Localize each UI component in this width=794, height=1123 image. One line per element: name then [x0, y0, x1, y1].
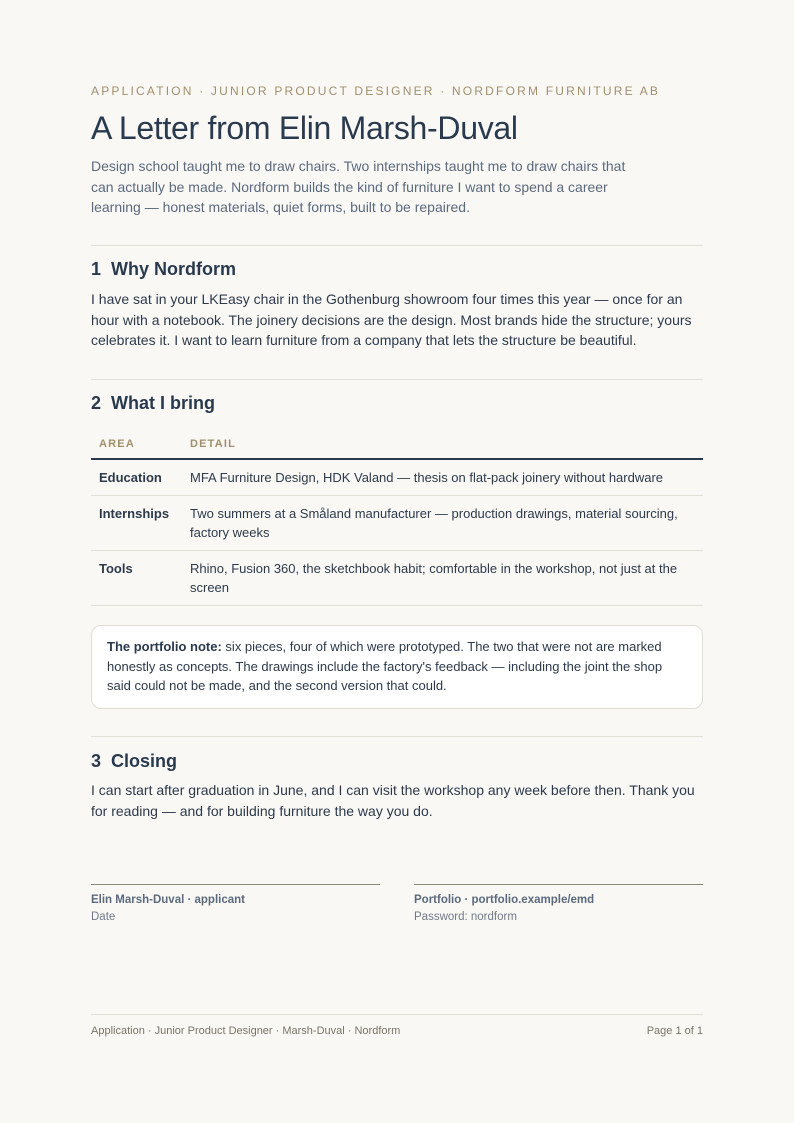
section-body-why-nordform: I have sat in your LKEasy chair in the Gothenburg showroom four times this year — once for an hour with a notebook. The joinery decisions are the design. Most brands hide the structure; yours celebrates it. I want to learn furniture from a company that lets the structure be beautiful. [91, 291, 692, 348]
column-header-area: AREA [91, 432, 182, 459]
intro-paragraph: Design school taught me to draw chairs. Two internships taught me to draw chairs that can actually be made. Nordform builds the kind of furniture I want to spend a career learning — honest materials, quiet forms, built to be repaired. [91, 158, 626, 215]
section-number: 2 [91, 393, 102, 413]
portfolio-password: Password: nordform [414, 911, 517, 923]
page-title: A Letter from Elin Marsh-Duval [91, 110, 518, 146]
section-heading-what-i-bring [91, 393, 215, 414]
section-number: 3 [91, 751, 102, 771]
page-footer [91, 1014, 703, 1037]
page-number: Page 1 of 1 [646, 1025, 703, 1037]
section-title: Why Nordform [111, 259, 237, 279]
table-cell-area: Internships [91, 495, 182, 550]
signature-date-label: Date [91, 911, 116, 923]
table-row [91, 459, 703, 495]
section-title: Closing [111, 751, 178, 771]
section-heading-why-nordform [91, 259, 236, 280]
skills-table [91, 432, 703, 606]
table-row [91, 495, 703, 550]
table-cell-area: Education [91, 459, 182, 495]
table-cell-area: Tools [91, 550, 182, 605]
section-divider [91, 245, 703, 246]
eyebrow-label: APPLICATION · JUNIOR PRODUCT DESIGNER · NORDFORM FURNITURE AB [91, 84, 661, 98]
section-divider [91, 736, 703, 737]
signature-block-portfolio [414, 884, 703, 926]
column-header-detail: DETAIL [182, 432, 703, 459]
section-title: What I bring [111, 393, 215, 413]
portfolio-note-callout [91, 625, 703, 709]
table-row [91, 550, 703, 605]
section-body-closing: I can start after graduation in June, and I can visit the workshop any week before then. Thank you for reading — and for building furniture the way you do. [91, 782, 695, 819]
note-text: six pieces, four of which were prototyped. The two that were not are marked honestly as concepts. The drawings include the factory's feedback — including the joint the shop said could not be made, and the second version that could. [107, 639, 663, 693]
table-cell-detail: Two summers at a Småland manufacturer — production drawings, material sourcing, factory weeks [182, 495, 703, 550]
footer-left-text: Application · Junior Product Designer · Marsh-Duval · Nordform [91, 1025, 401, 1037]
portfolio-link: Portfolio · portfolio.example/emd [414, 894, 595, 906]
section-divider [91, 379, 703, 380]
note-label: The portfolio note: [107, 639, 222, 654]
table-cell-detail: MFA Furniture Design, HDK Valand — thesis on flat-pack joinery without hardware [182, 459, 703, 495]
section-number: 1 [91, 259, 102, 279]
table-cell-detail: Rhino, Fusion 360, the sketchbook habit; comfortable in the workshop, not just at the screen [182, 550, 703, 605]
table-header-row [91, 432, 703, 459]
signature-name: Elin Marsh-Duval · applicant [91, 894, 245, 906]
section-heading-closing [91, 751, 177, 772]
signature-block-applicant [91, 884, 380, 926]
